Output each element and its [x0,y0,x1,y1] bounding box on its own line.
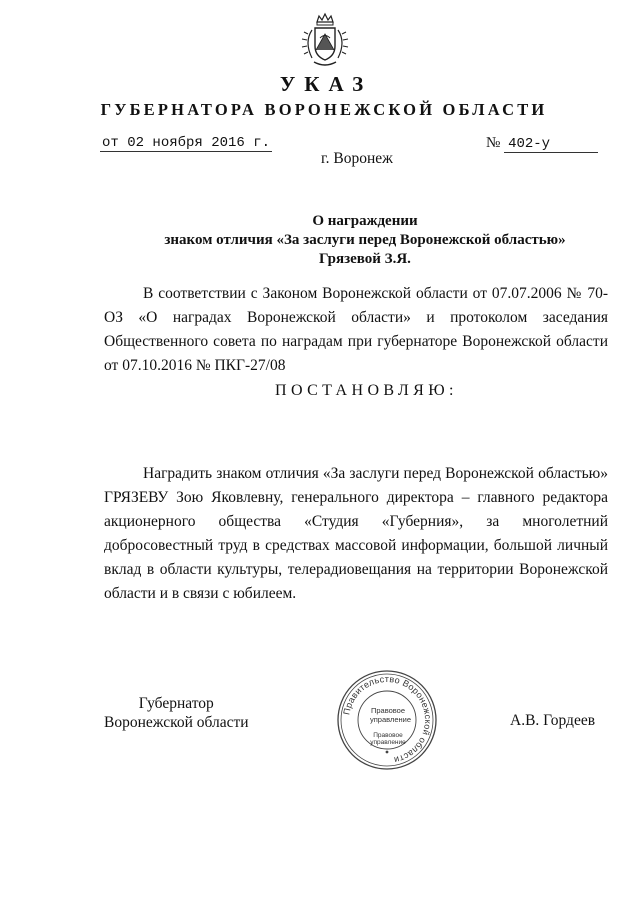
position-line-1: Губернатор [138,695,214,712]
stamp-bottom-line-2: управление [370,739,406,746]
stamp-inner-line-2: управление [370,715,412,724]
number-prefix: № [486,135,501,151]
heading-line-1: О награждении [312,213,418,229]
basis-paragraph-text: В соответствии с Законом Воронежской области от 07.07.2006 № 70-ОЗ «О наградах Воронежской области» и протоколом заседания Общественного совета по наградам при губернаторе Воронежской области от 07.10.2016 № ПКГ-27/08 [104,285,608,374]
signatory-position [104,694,249,732]
resolve-heading: ПОСТАНОВЛЯЮ: [275,382,458,399]
decree-city: г. Воронеж [321,150,393,167]
stamp-inner-line-1: Правовое [370,706,406,715]
number-value: 402-у [504,136,598,153]
signatory-name: А.В. Гордеев [510,712,596,729]
basis-paragraph [104,282,608,378]
decree-title: УКАЗ [279,72,373,96]
award-paragraph-text: Наградить знаком отличия «За заслуги перед Воронежской областью» ГРЯЗЕВУ Зою Яковлевну, генерального директора – главного редактора акционерного общества «Студия «Губерния», за многолетний добросовестный труд в средствах массовой информации, большой личный вклад в области культуры, телерадиовещания на территории Воронежской области и в связи с юбилеем. [104,465,608,602]
stamp-bottom-line-1: Правовое [373,732,403,739]
stamp-bottom-text [368,732,408,746]
heading-line-3: Грязевой З.Я. [319,251,411,267]
date-prefix: от [102,135,119,151]
decree-heading [0,212,640,269]
award-paragraph [104,462,608,606]
decree-number [486,135,598,153]
decree-date [100,135,272,151]
date-suffix: г. [253,135,271,151]
heading-line-2: знаком отличия «За заслуги перед Воронежской областью» [164,232,566,248]
position-line-2: Воронежской области [104,714,249,731]
date-value: 02 ноября 2016 [127,135,245,151]
stamp-ring-text: Правительство Воронежской области [341,673,434,766]
decree-subtitle: ГУБЕРНАТОРА ВОРОНЕЖСКОЙ ОБЛАСТИ [100,100,548,119]
stamp-inner-text [370,706,412,724]
coat-of-arms-icon [300,12,350,72]
official-stamp [335,668,439,772]
